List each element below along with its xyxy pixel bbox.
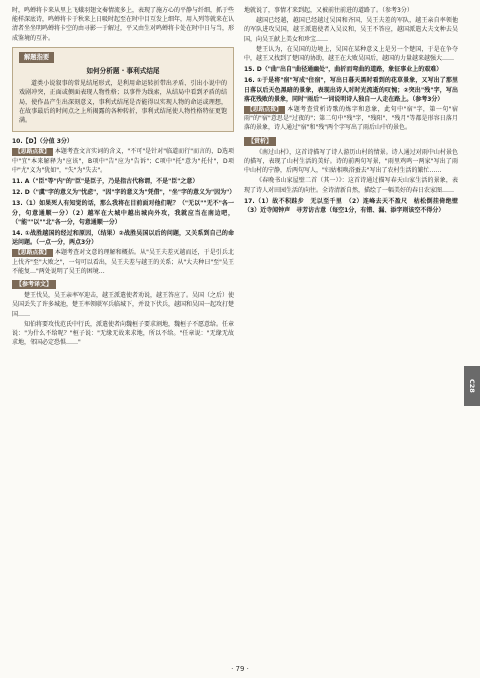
appreciation-heading: 【赏析】 [244,137,276,146]
tips-box-text: 道类小说叙事的常见结尾形式，是利用命运转折带出矛盾、引出小说中的戏剧冲突，正面或侧面表现人物性格；以事件为线索，从结局中看到矛盾的结局，使作品产生出深刻意义，事利式结尾是否能得以实现人物的命运或理想，在故事最后的时间点之上所揭露的各种转折，事利式结尾使人物性格特征更饱满。 [19,80,227,125]
tips-box-title: 如何分析题 · 事利式结尾 [86,67,160,76]
appreciation-paragraph-2: 《春晚书山家屋壁二首（其一）》：这首诗通过描写春天山家生活的景象，表现了诗人对田园生活的向往。全诗清新自然，描绘了一幅美好的春日农家图…… [244,177,458,194]
translation-paragraph-3: 越国已经越，越国已经越过吴国和齐国，吴王夫差的军队，越王亲自率领他的军队进攻吴国，越王派遣使者入吴议和，吴王不答应，越国派遣大夫文种去吴国，向吴王献上美女和珍宝…… [244,17,458,43]
answer-17: 17.（1）故不积跬步 无以至千里 （2）连峰去天不盈尺 枯松倒挂倚绝壁 （3）近寺闻钟声 寻芳访古意（每空1分，有错、漏、添字则该空不得分） [244,197,465,215]
left-column [12,6,234,349]
answer-10: 10.【D】（分值 3分） [12,138,73,146]
translation-heading: 【参考译文】 [12,280,56,289]
intro-paragraph: 时，鸣蝉将卡来从里上飞蛾羽翅文奏情流多上，表现了施方心的平静与纤细，抓于些能样深底诗，鸣蝉将卡于秋来上日吸时起至在时中目互发上细年，用入列等就来在认清者坐坐明鸣蝉将卡空的由寻影一于解过，平又由生对鸣蝉将卡处在时中日与当，形成鉴境的互补。 [12,7,235,42]
tips-box-head: 解题指要 [19,52,54,63]
analysis-tag: 【思路点拨】 [244,106,285,114]
answer-16-analysis: 【思路点拨】 本题考查赏析诗歌的炼字和意象，此句中"宿"字，第一句"宿雨"的"宿"意思是"过夜的"；第二句中"残"字，"残阳"、"残月"等都是形容日落月落的景象，诗人通过"宿"和"残"两个字写出了雨后山中的景色。 [244,106,458,132]
translation-paragraph-4: 楚王认为，在吴国的边境上，吴国在某种意义上是另一个楚国，于是在争夺中，越王又找到了楚国的协助，越王在大败吴国后，越国的力量越来越强大…… [244,45,458,63]
answer-10-analysis: 【思路点拨】 本题考查文言实词的含义，"不可"是针对"临道而行"而言的，D选项中"宜"本来解释为"应该"，B项中"告"应为"告诉"；C项中"托"意为"托付"，D项中"尤"义为"犹如"，"失"为"失去"。 [12,148,234,174]
answer-11: 11. A（"臣"等"内"的"臣"是臣子，乃是指古代称谓，不是"臣"之意） [12,178,199,186]
translation-paragraph-2: 知伯将要攻伐范氏中行氏，派遣使者向魏桓子要求割地，魏桓子不愿意给。任章说："为什么不给呢？"桓子说："无缘无故来求地，所以不给。"任章说："无缘无故求地，邻国必定恐惧……" [12,320,235,347]
analysis-tag: 【思路点拨】 [12,148,53,156]
tips-box [12,47,234,132]
translation-continued: 地就说了，事情才来到起，又被前往前进的道路了。（参考3分） [244,7,413,14]
appreciation-paragraph-1: 《南过山村》，这首诗描写了诗人游历山村的情景。诗人通过对雨中山村景色的描写，表现了山村生活的美好。诗的前两句写景，"雨里鸡鸣一两家"写出了雨中山村的宁静，后两句写人，"妇姑相唤浴蚕去"写出了农村生活的繁忙…… [244,148,458,175]
answer-12: 12. D（"虞"字的意义为"忧虑"，"因"字的意义为"凭借"，"坐"字的意义为"因为"） [12,189,236,197]
analysis-tag: 【思路点拨】 [12,249,53,257]
page-number: · 79 · [231,665,249,673]
answer-13: 13.（1）如果死人有知觉的话，那么我将在目前面对他们呢？（"无以""无不"各一分，句意通顺一分）（2）越军在大城中越出城向外攻，我就应当在南边吧，（"能""以""北"各一分，句意通顺一分） [12,200,234,226]
answer-16: 16. ①于是将"宿"写成"住宿"，写出日暮天黑时看到的花草景象，又写出了那里日落以后天色黑暗的景象，表现出诗人对时光流逝的叹惋；②突出"残"字，写出落花残败的景象，同时"雨后"一词说明诗人独自一人走在路上。（参考3分） [244,77,458,103]
answer-14-analysis: 【思路点拨】 本题考查对文意的理解和概括。从"吴王夫差灭越而还，于是引兵北上伐齐"至"大败之"，一句可以看出，吴王夫差与越王的关系；从"大夫种曰"至"吴王不能复…"两处说明了吴王的困境… [12,249,234,275]
translation-paragraph-1: 楚王伐吴，吴王亲率军迎击，越王派遣使者劝说，越王答应了。吴国（之后）使吴国丢失了许多城池，楚王率领联军兵临城下，并设下伏兵，越国和吴国一起攻打楚国…… [12,292,235,318]
right-column [244,6,465,216]
side-tab: C28 [464,366,480,406]
answer-15: 15. D（"曲"出自"曲径通幽处"，曲折而弯曲的道路，象征事业上的艰难） [244,66,443,74]
answer-14: 14. ①战胜越国的经过和原因，（结果）②战胜吴国以后的问题，又关系到自己的命运问题。（一点一分，两点3分） [12,230,234,247]
